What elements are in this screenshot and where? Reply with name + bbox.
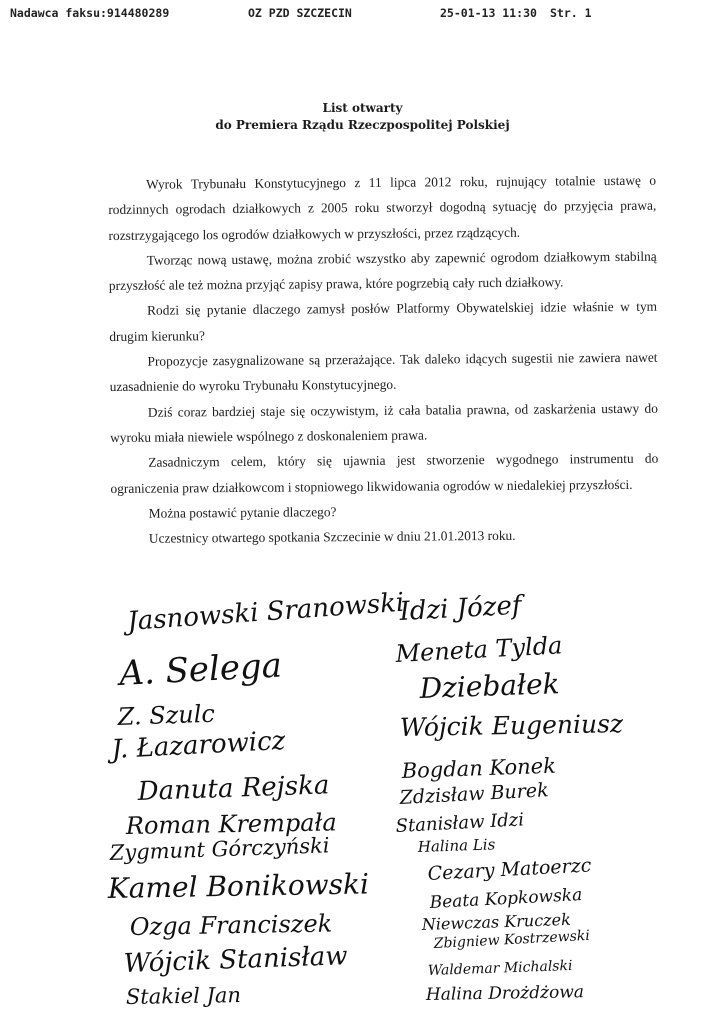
fax-datetime: 25-01-13 11:30: [440, 6, 537, 20]
paragraph: Uczestnicy otwartego spotkania Szczecinie w dniu 21.01.2013 roku.: [148, 527, 516, 546]
fax-office: OZ PZD SZCZECIN: [248, 6, 352, 20]
fax-page-number: Str. 1: [550, 6, 592, 20]
signature: Stakiel Jan: [125, 982, 242, 1009]
letter-body: [108, 168, 659, 552]
fax-sender: Nadawca faksu:914480289: [10, 6, 170, 20]
letter-title-line-2: do Premiera Rządu Rzeczpospolitej Polskiej: [215, 118, 510, 132]
letter-title: [0, 100, 725, 134]
signatures-block: [100, 587, 710, 1015]
signature: Ozga Franciszek: [129, 909, 333, 941]
signature: Halina Lis: [417, 835, 496, 856]
paragraph: Propozycje zasygnalizowane są przerażające. Tak daleko idących sugestii nie zawiera nawet uzasadnienie do wyroku Trybunału Konstytucyjnego.: [109, 349, 658, 395]
paragraph: Wyrok Trybunału Konstytucyjnego z 11 lipca 2012 roku, rujnujący totalnie ustawę o rodzinnych ogrodach działkowych z 2005 roku stworzył dogodną sytuację do przyjęcia prawa, rozstrzygającego los ogrodów działkowych w przyszłości, przez rządzących.: [108, 172, 657, 243]
signature: Waldemar Michalski: [427, 957, 573, 979]
paragraph: Tworząc nową ustawę, można zrobić wszystko aby zapewnić ogrodom działkowym stabilną przyszłość ale też można przyjąć zapisy prawa, które pogrzebią cały ruch działkowy.: [108, 248, 657, 294]
signature: Cezary Matoerzc: [427, 854, 592, 885]
signature: Roman Krempała: [125, 808, 337, 840]
signature: Zygmunt Górczyński: [109, 833, 330, 865]
signature: Jasnowski Sranowski: [126, 587, 406, 637]
signature: J. Łazarowicz: [110, 725, 287, 765]
signature: Niewczas Kruczek: [421, 909, 572, 934]
signature: Danuta Rejska: [137, 770, 330, 807]
signature: Beata Kopkowska: [429, 885, 583, 913]
signature: Zdzisław Burek: [399, 779, 550, 809]
paragraph: Zasadniczym celem, który się ujawnia jest stworzenie wygodnego instrumentu do ograniczenia praw działkowcom i stopniowego likwidowania ogrodów w niedalekiej przyszłości.: [110, 450, 659, 496]
signature: Bogdan Konek: [401, 753, 557, 783]
signature: Wójcik Stanisław: [123, 941, 349, 979]
fax-header: [10, 6, 715, 22]
signature: Stanisław Idzi: [395, 809, 525, 837]
signature: A. Selega: [118, 645, 283, 694]
signature: Dziebałek: [419, 667, 561, 705]
paragraph: Można postawić pytanie dlaczego?: [148, 504, 337, 521]
signature: Idzi Józef: [398, 590, 523, 627]
paragraph: Rodzi się pytanie dlaczego zamysł posłów Platformy Obywatelskiej idzie właśnie w tym drugim kierunku?: [109, 299, 658, 344]
signature: Meneta Tylda: [394, 631, 564, 668]
letter-title-line-1: List otwarty: [322, 101, 403, 115]
signatures-svg: [100, 587, 710, 1015]
paragraph: Dziś coraz bardziej staje się oczywistym, iż cała batalia prawna, od zaskarżenia ustawy do wyroku miała niewiele wspólnego z doskonaleniem prawa.: [110, 400, 658, 445]
signature: Halina Drożdżowa: [425, 982, 585, 1005]
signature: Zbigniew Kostrzewski: [433, 927, 591, 952]
signature: Z. Szulc: [117, 699, 216, 731]
signature: Kamel Bonikowski: [107, 867, 370, 905]
signature: Wójcik Eugeniusz: [399, 709, 624, 742]
